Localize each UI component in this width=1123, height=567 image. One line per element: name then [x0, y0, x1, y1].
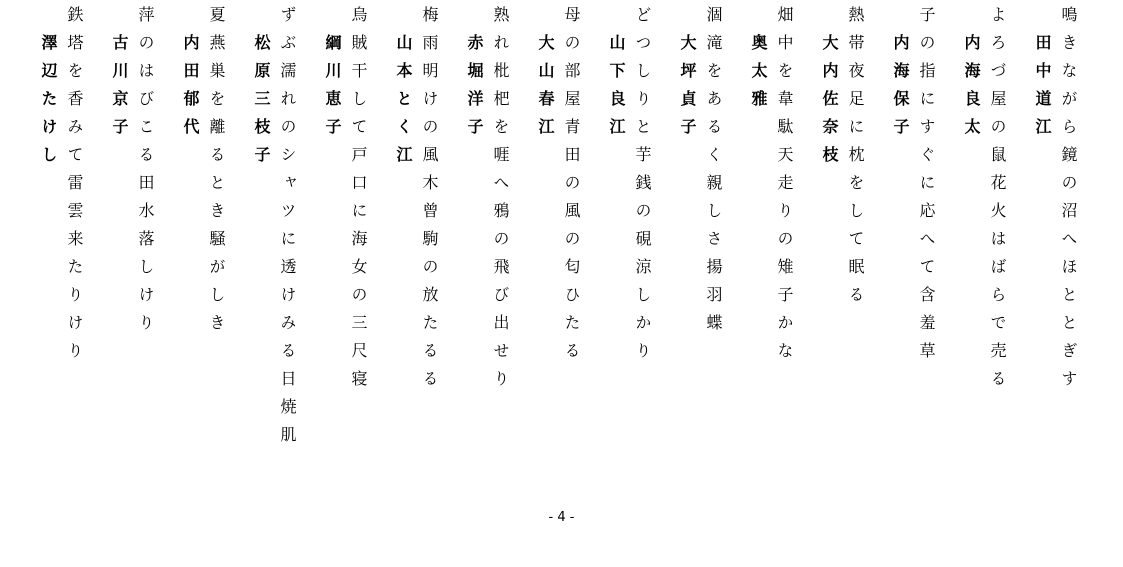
haiku-author: 奥太雅 [749, 34, 768, 118]
haiku-author: 澤辺たけし [39, 34, 58, 174]
haiku-text: 熟れ枇杷を啀へ鴉の飛び出せり [491, 6, 510, 398]
haiku-author: 綱川恵子 [323, 34, 342, 146]
haiku-author: 内海良太 [962, 34, 981, 146]
haiku-entry [797, 6, 868, 454]
haiku-entry [229, 6, 300, 454]
haiku-text: 母の部屋青田の風の匂ひたる [562, 6, 581, 370]
haiku-text: 鳴きながら鏡の沼へほととぎす [1059, 6, 1078, 398]
haiku-entry [442, 6, 513, 454]
haiku-author: 松原三枝子 [252, 34, 271, 174]
haiku-author: 大内佐奈枝 [820, 34, 839, 174]
haiku-entry [584, 6, 655, 454]
haiku-author: 大坪貞子 [678, 34, 697, 146]
haiku-author: 内海保子 [891, 34, 910, 146]
haiku-entry [371, 6, 442, 454]
haiku-text: 萍のはびこる田水落しけり [136, 6, 155, 342]
haiku-author: 田中道江 [1033, 34, 1052, 146]
page-number: - 4 - [548, 510, 575, 525]
haiku-author: 山下良江 [607, 34, 626, 146]
haiku-text: 涸滝をあるく親しさ揚羽蝶 [704, 6, 723, 342]
haiku-text: ずぶ濡れのシャツに透けみる日焼肌 [278, 6, 297, 454]
poem-columns [16, 6, 1081, 454]
haiku-text: 烏賊干して戸口に海女の三尺寝 [349, 6, 368, 398]
haiku-text: 夏燕巣を離るとき騒がしき [207, 6, 226, 342]
haiku-author: 大山春江 [536, 34, 555, 146]
haiku-text: 畑中を韋駄天走りの雉子かな [775, 6, 794, 370]
haiku-text: よろづ屋の鼠花火はばらで売る [988, 6, 1007, 398]
haiku-text: 梅雨明けの風木曾駒の放たるる [420, 6, 439, 398]
haiku-author: 内田郁代 [181, 34, 200, 146]
haiku-text: どつしりと芋銭の硯涼しかり [633, 6, 652, 370]
haiku-entry [939, 6, 1010, 454]
haiku-entry [16, 6, 87, 454]
haiku-text: 熱帯夜足に枕をして眠る [846, 6, 865, 314]
haiku-entry [300, 6, 371, 454]
haiku-entry [655, 6, 726, 454]
haiku-entry [513, 6, 584, 454]
haiku-author: 赤堀洋子 [465, 34, 484, 146]
haiku-entry [87, 6, 158, 454]
haiku-entry [868, 6, 939, 454]
haiku-entry [158, 6, 229, 454]
haiku-text: 子の指にすぐに応へて含羞草 [917, 6, 936, 370]
haiku-entry [1010, 6, 1081, 454]
haiku-entry [726, 6, 797, 454]
haiku-author: 山本とく江 [394, 34, 413, 174]
haiku-text: 鉄塔を香みて雷雲来たりけり [65, 6, 84, 370]
haiku-author: 古川京子 [110, 34, 129, 146]
